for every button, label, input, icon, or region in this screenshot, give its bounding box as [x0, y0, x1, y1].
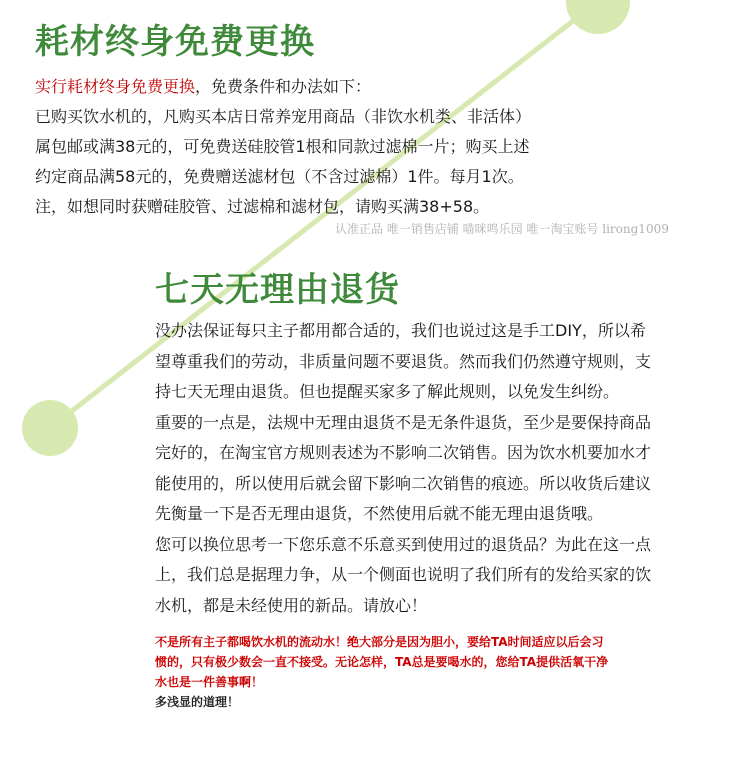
section2-line: 能使用的，所以使用后就会留下影响二次销售的痕迹。所以收货后建议	[155, 473, 652, 493]
section1-line: 注，如想同时获赠硅胶管、过滤棉和滤材包，请购买满38+58。	[35, 197, 490, 216]
section1-lead	[35, 72, 635, 102]
note-line: 水也是一件善事啊！	[155, 675, 264, 689]
section2-line: 重要的一点是，法规中无理由退货不是无条件退货，至少是要保持商品	[155, 412, 652, 432]
section2-body	[155, 316, 725, 621]
section2-line: 水机，都是未经使用的新品。请放心！	[155, 595, 428, 615]
section2-line: 先衡量一下是否无理由退货，不然使用后就不能无理由退货哦。	[155, 504, 604, 523]
section2-line: 持七天无理由退货。但也提醒买家多了解此规则，以免发生纠纷。	[155, 382, 620, 401]
decorative-circle-top	[566, 0, 630, 34]
note-line: 惯的，只有极少数会一直不接受。无论怎样，TA总是要喝水的，您给TA提供活氧干净	[155, 655, 609, 669]
note-line-last: 多浅显的道理！	[155, 695, 240, 709]
section1-lead-highlight: 实行耗材终身免费更换	[35, 77, 196, 96]
section1-lead-rest: ，免费条件和办法如下：	[195, 77, 372, 96]
section1-line: 属包邮或满38元的，可免费送硅胶管1根和同款过滤棉一片；购买上述	[35, 137, 530, 156]
section1-line: 已购买饮水机的，凡购买本店日常养宠用商品（非饮水机类、非活体）	[35, 107, 532, 126]
section2-line: 望尊重我们的劳动，非质量问题不要退货。然而我们仍然遵守规则，支	[155, 351, 652, 371]
section2-line: 完好的，在淘宝官方规则表述为不影响二次销售。因为饮水机要加水才	[155, 443, 652, 462]
decorative-circle-bottom	[22, 400, 78, 456]
section1-title: 耗材终身免费更换	[35, 22, 315, 62]
section2-line: 上，我们总是据理力争，从一个侧面也说明了我们所有的发给买家的饮	[155, 565, 652, 584]
section1-body	[35, 72, 635, 222]
note-line: 不是所有主子都喝饮水机的流动水！绝大部分是因为胆小，要给TA时间适应以后会习	[155, 635, 604, 649]
section2-line: 您可以换位思考一下您乐意不乐意买到使用过的退货品？为此在这一点	[155, 534, 652, 554]
section2-line: 没办法保证每只主子都用都合适的，我们也说过这是手工DIY，所以希	[155, 321, 646, 340]
highlight-note	[155, 632, 715, 712]
section1-line: 约定商品满58元的，免费赠送滤材包（不含过滤棉）1件。每月1次。	[35, 167, 524, 186]
section2-title: 七天无理由退货	[155, 270, 400, 310]
watermark-text: 认准正品 唯一销售店铺 喵咪鸣乐园 唯一淘宝账号 lirong1009	[335, 222, 669, 236]
